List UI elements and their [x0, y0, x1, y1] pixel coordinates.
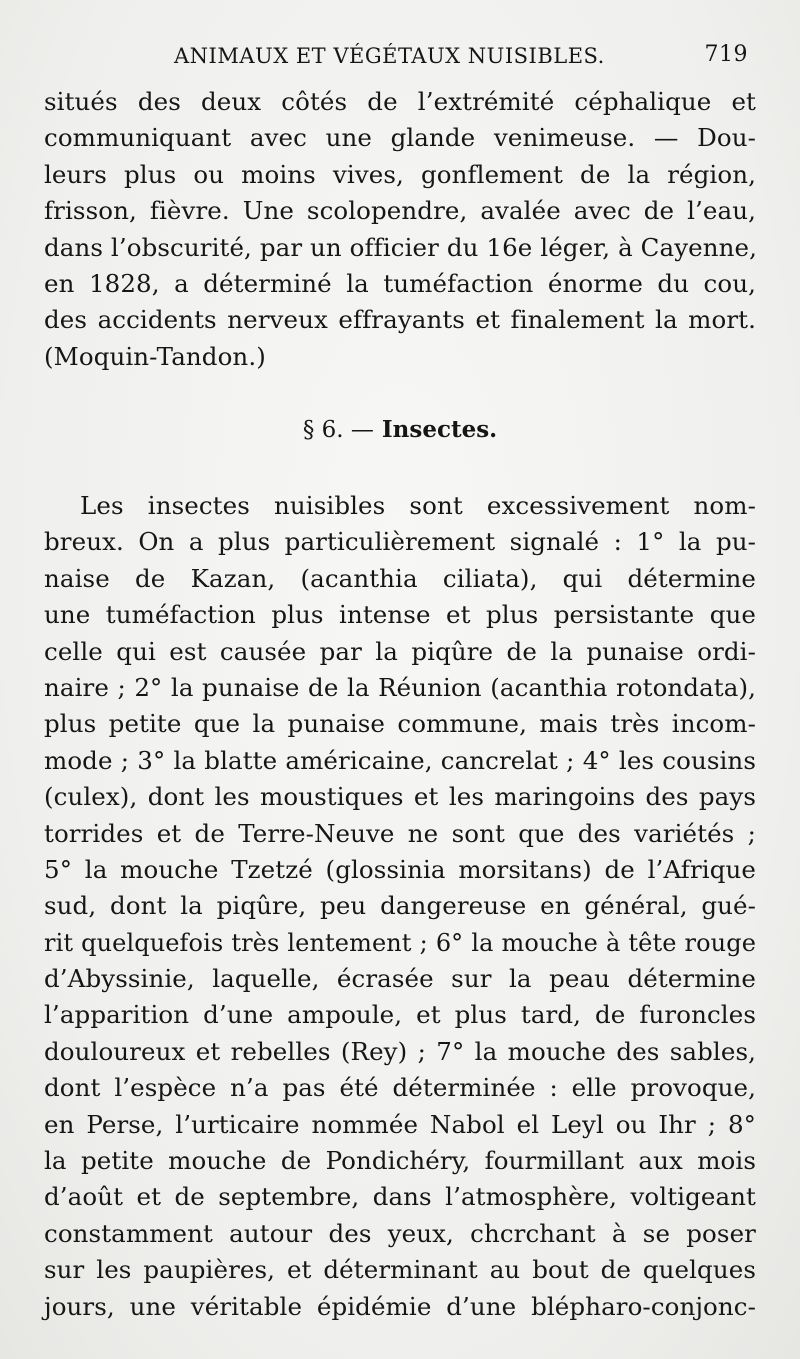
text-line: plus petite que la punaise commune, mais très incom- [44, 709, 756, 739]
running-head-title: ANIMAUX ET VÉGÉTAUX NUISIBLES. [174, 44, 605, 68]
text-line: situés des deux côtés de l’extrémité céphalique et [44, 87, 756, 116]
text-line: sud, dont la piqûre, peu dangereuse en général, gué- [44, 891, 756, 921]
text-line: l’apparition d’une ampoule, et plus tard, de furoncles [44, 1000, 756, 1030]
text-line: (culex), dont les moustiques et les maringoins des pays [44, 782, 756, 812]
text-line: leurs plus ou moins vives, gonflement de la région, [44, 159, 756, 189]
text-line: communiquant avec une glande venimeuse. — Dou- [44, 123, 756, 153]
text-line: jours, une véritable épidémie d’une blépharo-conjonc- [44, 1291, 756, 1321]
text-line: d’Abyssinie, laquelle, écrasée sur la peau détermine [44, 964, 756, 994]
text-line: une tuméfaction plus intense et plus persistante que [44, 600, 756, 630]
text-line: breux. On a plus particulièrement signalé : 1° la pu- [44, 527, 756, 557]
text-line: en 1828, a déterminé la tuméfaction énorme du cou, [44, 268, 756, 298]
section-title: Insectes. [381, 416, 498, 443]
text-line: 5° la mouche Tzetzé (glossinia morsitans) de l’Afrique [44, 854, 756, 884]
text-line: Les insectes nuisibles sont excessivement nom- [80, 491, 756, 520]
paragraph-insectes [44, 488, 756, 1325]
text-line: la petite mouche de Pondichéry, fourmillant aux mois [44, 1146, 756, 1176]
text-line: torrides et de Terre-Neuve ne sont que des variétés ; [44, 818, 756, 848]
text-line: sur les paupières, et déterminant au bout de quelques [44, 1255, 756, 1285]
text-line: mode ; 3° la blatte américaine, cancrelat ; 4° les cousins [44, 745, 756, 775]
text-line: naire ; 2° la punaise de la Réunion (acanthia rotondata), [44, 672, 756, 702]
text-line: en Perse, l’urticaire nommée Nabol el Leyl ou Ihr ; 8° [44, 1109, 756, 1139]
text-line: constamment autour des yeux, chcrchant à se poser [44, 1218, 756, 1248]
page-number: 719 [704, 42, 748, 67]
text-line: des accidents nerveux effrayants et finalement la mort. [44, 305, 756, 335]
text-line: d’août et de septembre, dans l’atmosphère, voltigeant [44, 1182, 756, 1212]
text-line: rit quelquefois très lentement ; 6° la mouche à tête rouge [44, 928, 756, 957]
text-line: dans l’obscurité, par un officier du 16e léger, à Cayenne, [44, 232, 757, 262]
text-line: douloureux et rebelles (Rey) ; 7° la mouche des sables, [44, 1036, 756, 1066]
text-line: (Moquin-Tandon.) [44, 341, 266, 371]
text-line: dont l’espèce n’a pas été déterminée : elle provoque, [44, 1073, 756, 1103]
text-line: celle qui est causée par la piqûre de la punaise ordi- [44, 636, 756, 666]
text-line: naise de Kazan, (acanthia ciliata), qui détermine [44, 563, 756, 593]
section-number: § 6. — [302, 417, 374, 443]
paragraph-scolopendre [44, 84, 756, 375]
running-head [44, 38, 752, 78]
text-line: frisson, fièvre. Une scolopendre, avalée avec de l’eau, [44, 196, 756, 226]
section-heading [0, 416, 800, 443]
